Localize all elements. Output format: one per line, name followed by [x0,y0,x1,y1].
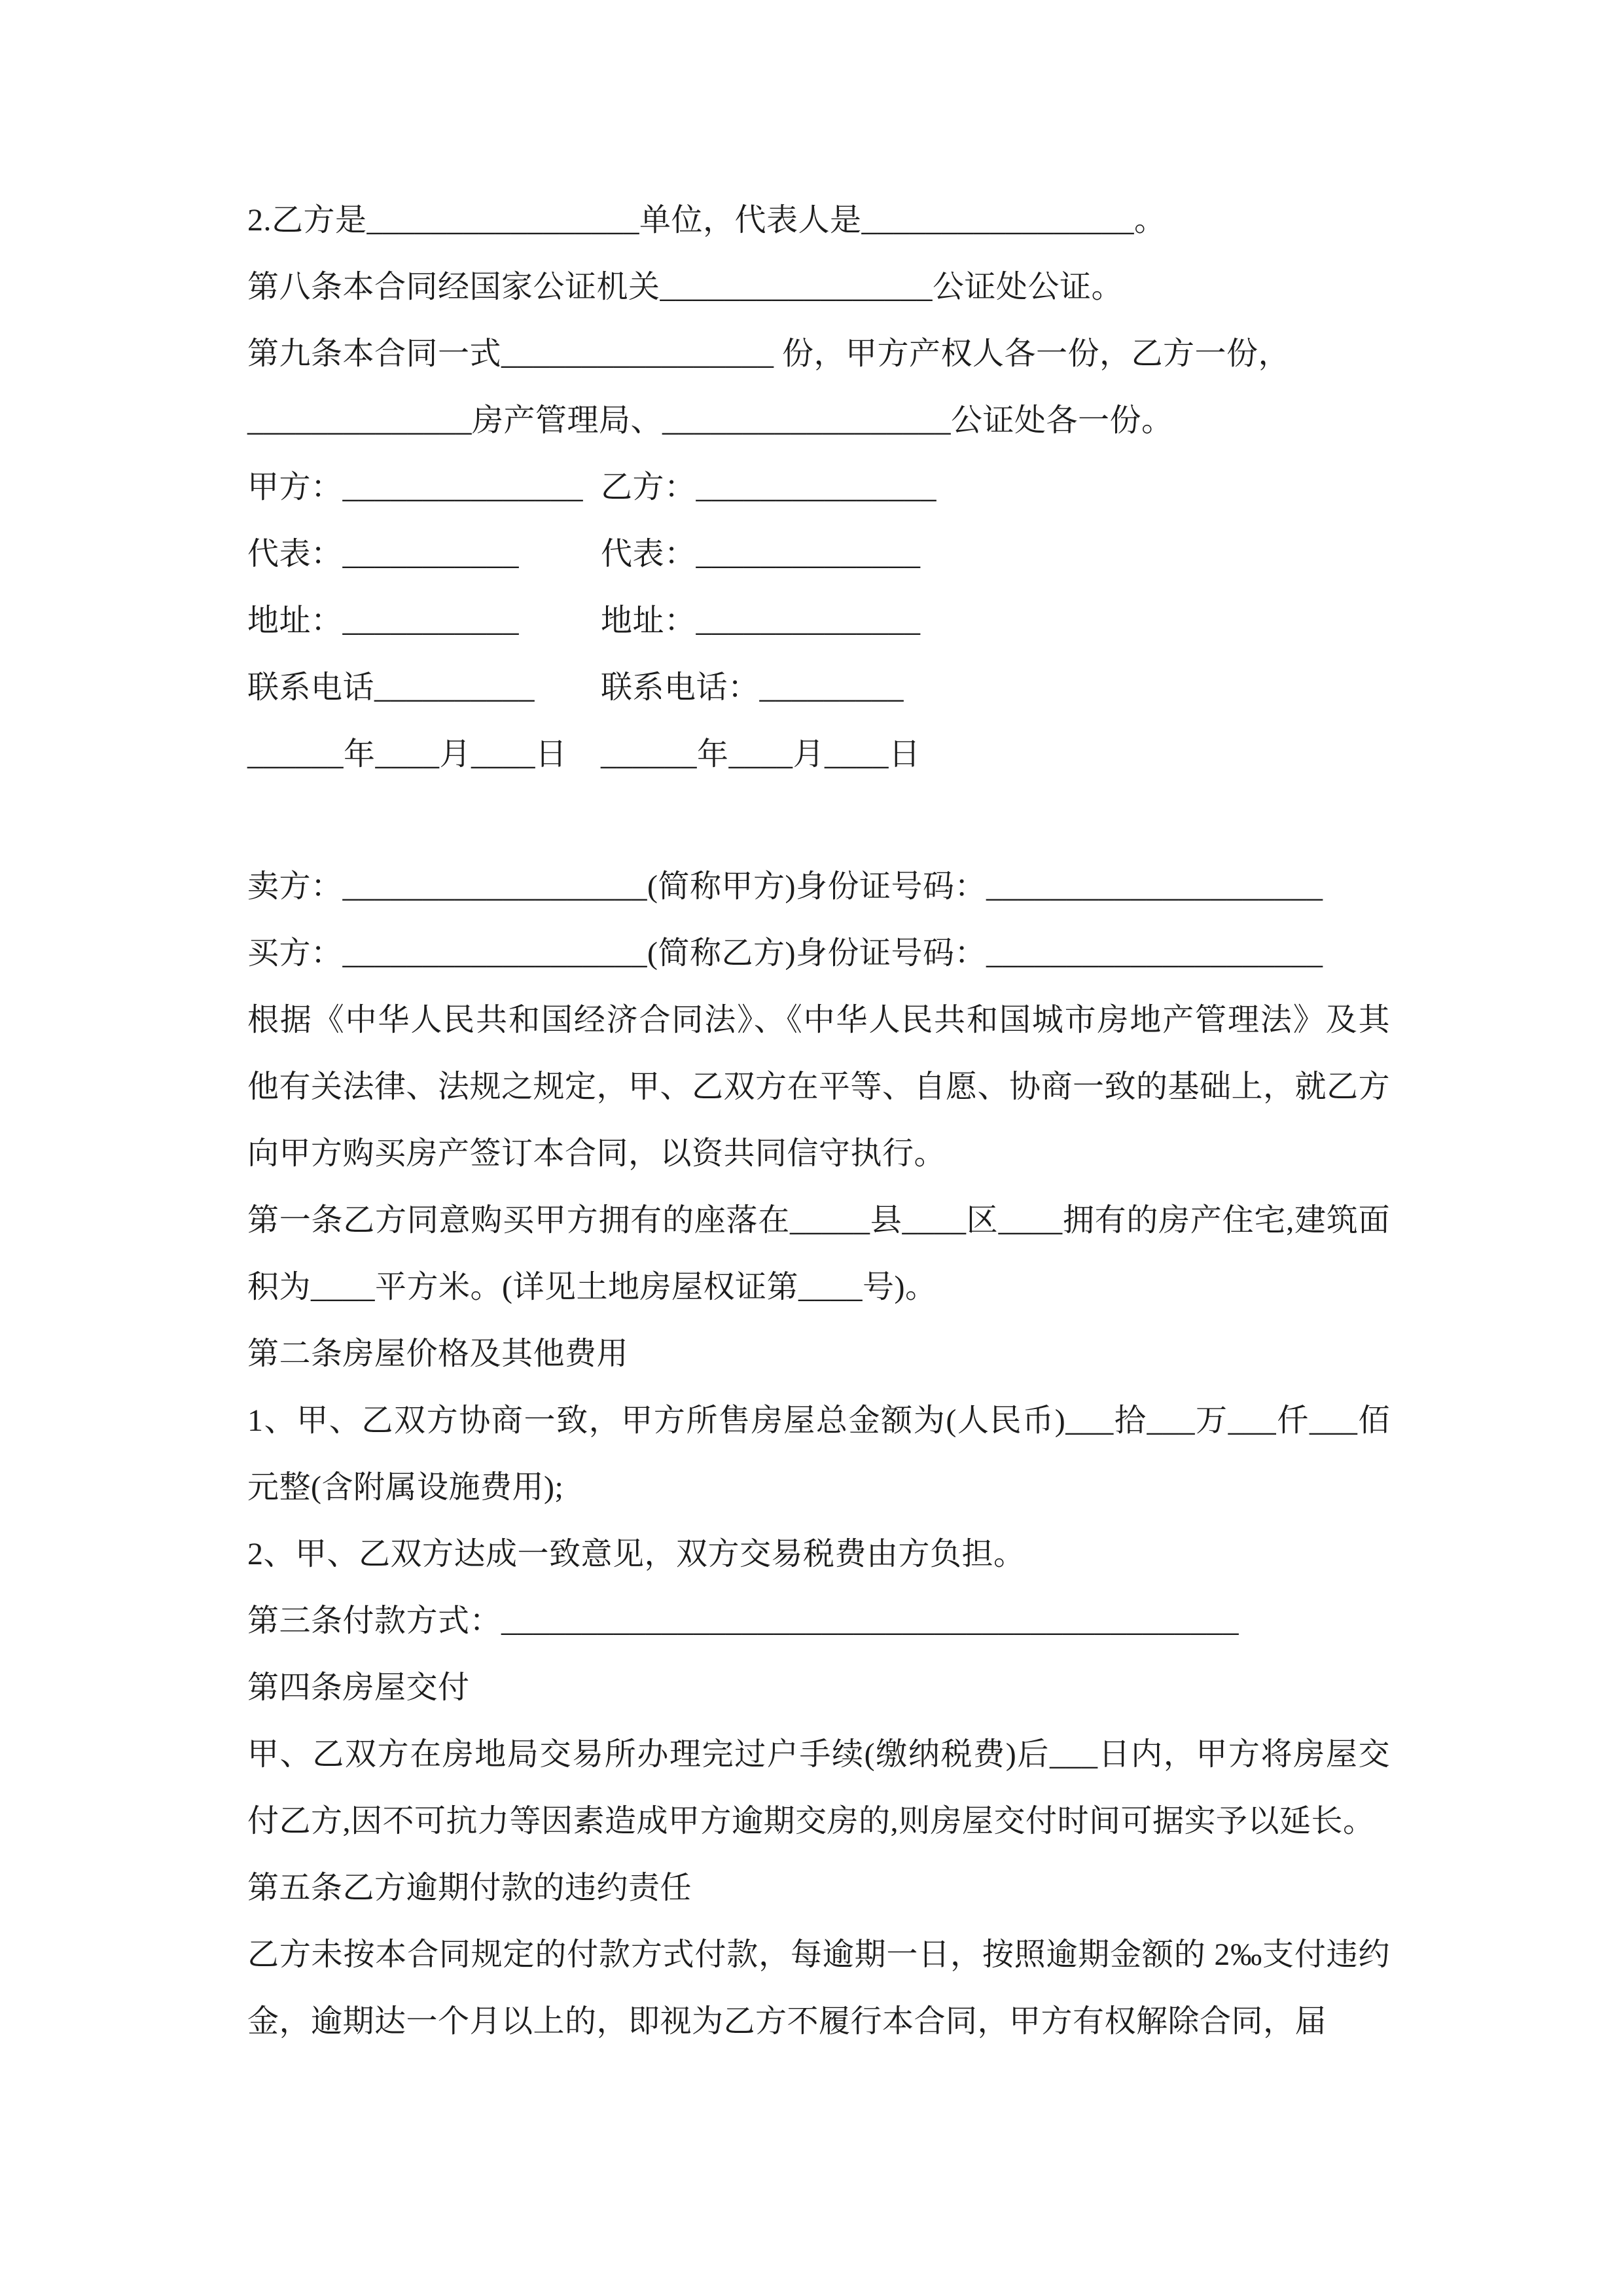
clause-8-line: 第八条本合同经国家公证机关_________________公证处公证。 [247,270,1124,304]
preamble-paragraph: 根据《中华人民共和国经济合同法》、《中华人民共和国城市房地产管理法》及其他有关法律、法规之规定，甲、乙双方在平等、自愿、协商一致的基础上，就乙方向甲方购买房产签订本合同，以资共同信守执行。 [247,1003,1391,1171]
clause-2-item-2: 2、甲、乙双方达成一致意见，双方交易税费由方负担。 [247,1537,1026,1571]
clause-9-continuation-line: ______________房产管理局、__________________公证处各一份。 [247,403,1173,438]
seller-line: 卖方：___________________(简称甲方)身份证号码：_____________________ [247,869,1323,904]
signature-row-date [247,721,1390,788]
party-a-label-blank: 甲方：_______________ [247,470,584,505]
party-a-date-blank: ______年____月____日 [247,737,567,772]
signature-row-representative [247,521,1390,588]
party-a-representative-blank: 代表：___________ [247,537,520,571]
party-a-phone-blank: 联系电话__________ [247,670,535,705]
clause-9-line: 第九条本合同一式_________________ 份，甲方产权人各一份，乙方一份， [247,336,1291,371]
party-b-phone-blank: 联系电话：_________ [601,670,904,705]
line-party-b-unit: 2.乙方是_________________单位，代表人是_________________。 [247,203,1166,238]
buyer-line: 买方：___________________(简称乙方)身份证号码：_____________________ [247,936,1323,971]
party-b-address-blank: 地址：______________ [601,603,921,638]
party-b-date-blank: ______年____月____日 [601,737,921,772]
party-b-representative-blank: 代表：______________ [601,537,921,571]
party-a-address-blank: 地址：___________ [247,603,520,638]
clause-5-body: 乙方未按本合同规定的付款方式付款，每逾期一日，按照逾期金额的 2‰支付违约金，逾期达一个月以上的，即视为乙方不履行本合同，甲方有权解除合同，届 [247,1937,1390,2039]
clause-2-title: 第二条房屋价格及其他费用 [247,1336,629,1371]
signature-row-phone [247,655,1390,721]
clause-2-item-1: 1、甲、乙双方协商一致，甲方所售房屋总金额为(人民币)___拾___万___仟___佰元整(含附属设施费用); [247,1403,1390,1505]
clause-3-payment-line: 第三条付款方式：______________________________________________ [247,1604,1240,1638]
clause-4-title: 第四条房屋交付 [247,1670,470,1705]
clause-4-body: 甲、乙双方在房地局交易所办理完过户手续(缴纳税费)后___日内，甲方将房屋交付乙方,因不可抗力等因素造成甲方逾期交房的,则房屋交付时间可据实予以延长。 [247,1737,1390,1839]
contract-tail-section [247,187,1390,788]
clause-1-paragraph: 第一条乙方同意购买甲方拥有的座落在_____县____区____拥有的房产住宅,建筑面积为____平方米。(详见土地房屋权证第____号)。 [247,1203,1390,1304]
sale-contract-section [247,853,1390,2055]
clause-5-title: 第五条乙方逾期付款的违约责任 [247,1871,692,1905]
signature-row-address [247,588,1390,655]
party-b-label-blank: 乙方：_______________ [601,470,937,505]
signature-row-party [247,454,1390,521]
